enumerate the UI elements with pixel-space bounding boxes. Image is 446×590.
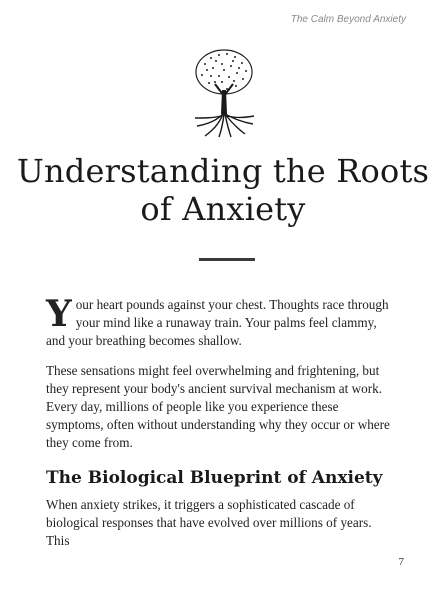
page-number: 7 — [398, 556, 404, 568]
body-paragraph: When anxiety strikes, it triggers a sophisticated cascade of biological responses that have evolved over millions of years. This — [46, 497, 372, 548]
running-title: The Calm Beyond Anxiety — [290, 14, 406, 25]
opening-paragraph — [46, 293, 398, 350]
tree-with-roots-icon — [191, 46, 257, 138]
drop-cap: Y — [46, 293, 72, 335]
title-divider — [199, 258, 255, 261]
section-heading: The Biological Blueprint of Anxiety — [46, 468, 383, 488]
chapter-title: Understanding the Roots of Anxiety — [16, 152, 430, 228]
opening-paragraph-text: our heart pounds against your chest. Thoughts race through your mind like a runaway train. Your palms feel clammy, and your breathing becomes shallow. — [46, 297, 389, 348]
body-paragraph: These sensations might feel overwhelming and frightening, but they represent your body's ancient survival mechanism at work. Every day, millions of people like you experience these symptoms, often without understanding why they occur or where they come from. — [46, 363, 390, 450]
